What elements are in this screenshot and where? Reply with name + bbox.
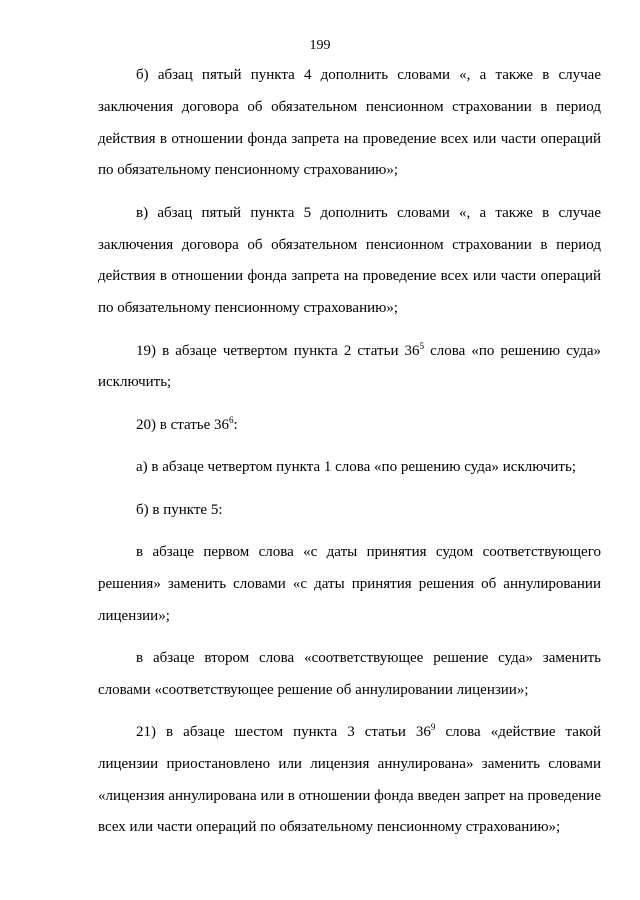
paragraph-b-punkt-5: б) в пункте 5: (136, 501, 223, 518)
paragraph-item-21 (98, 717, 601, 844)
paragraph-b-punkt-4: б) абзац пятый пункта 4 дополнить словами «, а также в случае заключения договора об обязательном пенсионном страховании в период действия в отношении фонда запрета на проведение всех или части операций по обязательному пенсионному страхованию»; (98, 67, 601, 179)
paragraph-item-19-text: 19) в абзаце четвертом пункта 2 статьи 36 (136, 342, 420, 359)
paragraph-v-punkt-5: в) абзац пятый пункта 5 дополнить словами «, а также в случае заключения договора об обязательном пенсионном страховании в период действия в отношении фонда запрета на проведение всех или части операций по обязательному пенсионному страхованию»; (98, 204, 601, 317)
article-superscript: 9 (430, 722, 436, 733)
paragraph-item-19-text-end: слова «по решению суда» исключить; (98, 342, 601, 391)
paragraph-item-20 (98, 410, 601, 442)
paragraph-item-20-text-end: : (233, 416, 238, 433)
paragraph-item-21-text: 21) в абзаце шестом пункта 3 статьи 36 (136, 724, 431, 741)
paragraph-abzac-vtoroi: в абзаце втором слова «соответствующее решение суда» заменить словами «соответствующее решение об аннулировании лицензии»; (98, 649, 601, 698)
page-number: 199 (309, 38, 331, 53)
article-superscript: 5 (419, 340, 425, 351)
paragraph-abzac-pervyi: в абзаце первом слова «с даты принятия судом соответствующего решения» заменить словами «с даты принятия решения об аннулировании лицензии»; (98, 543, 601, 624)
document-body (98, 60, 601, 844)
article-superscript: 6 (229, 414, 234, 425)
paragraph-item-19 (98, 336, 601, 400)
paragraph-a-punkt-1: а) в абзаце четвертом пункта 1 слова «по решению суда» исключить; (136, 459, 576, 476)
paragraph-item-20-text: 20) в статье 36 (136, 416, 230, 433)
paragraph-item-21-text-end: слова «действие такой лицензии приостановлено или лицензия аннулирована» заменить словами «лицензия аннулирована или в отношении фонда введен запрет на проведение всех или части операций по обязательному пенсионному страхованию»; (98, 724, 601, 836)
